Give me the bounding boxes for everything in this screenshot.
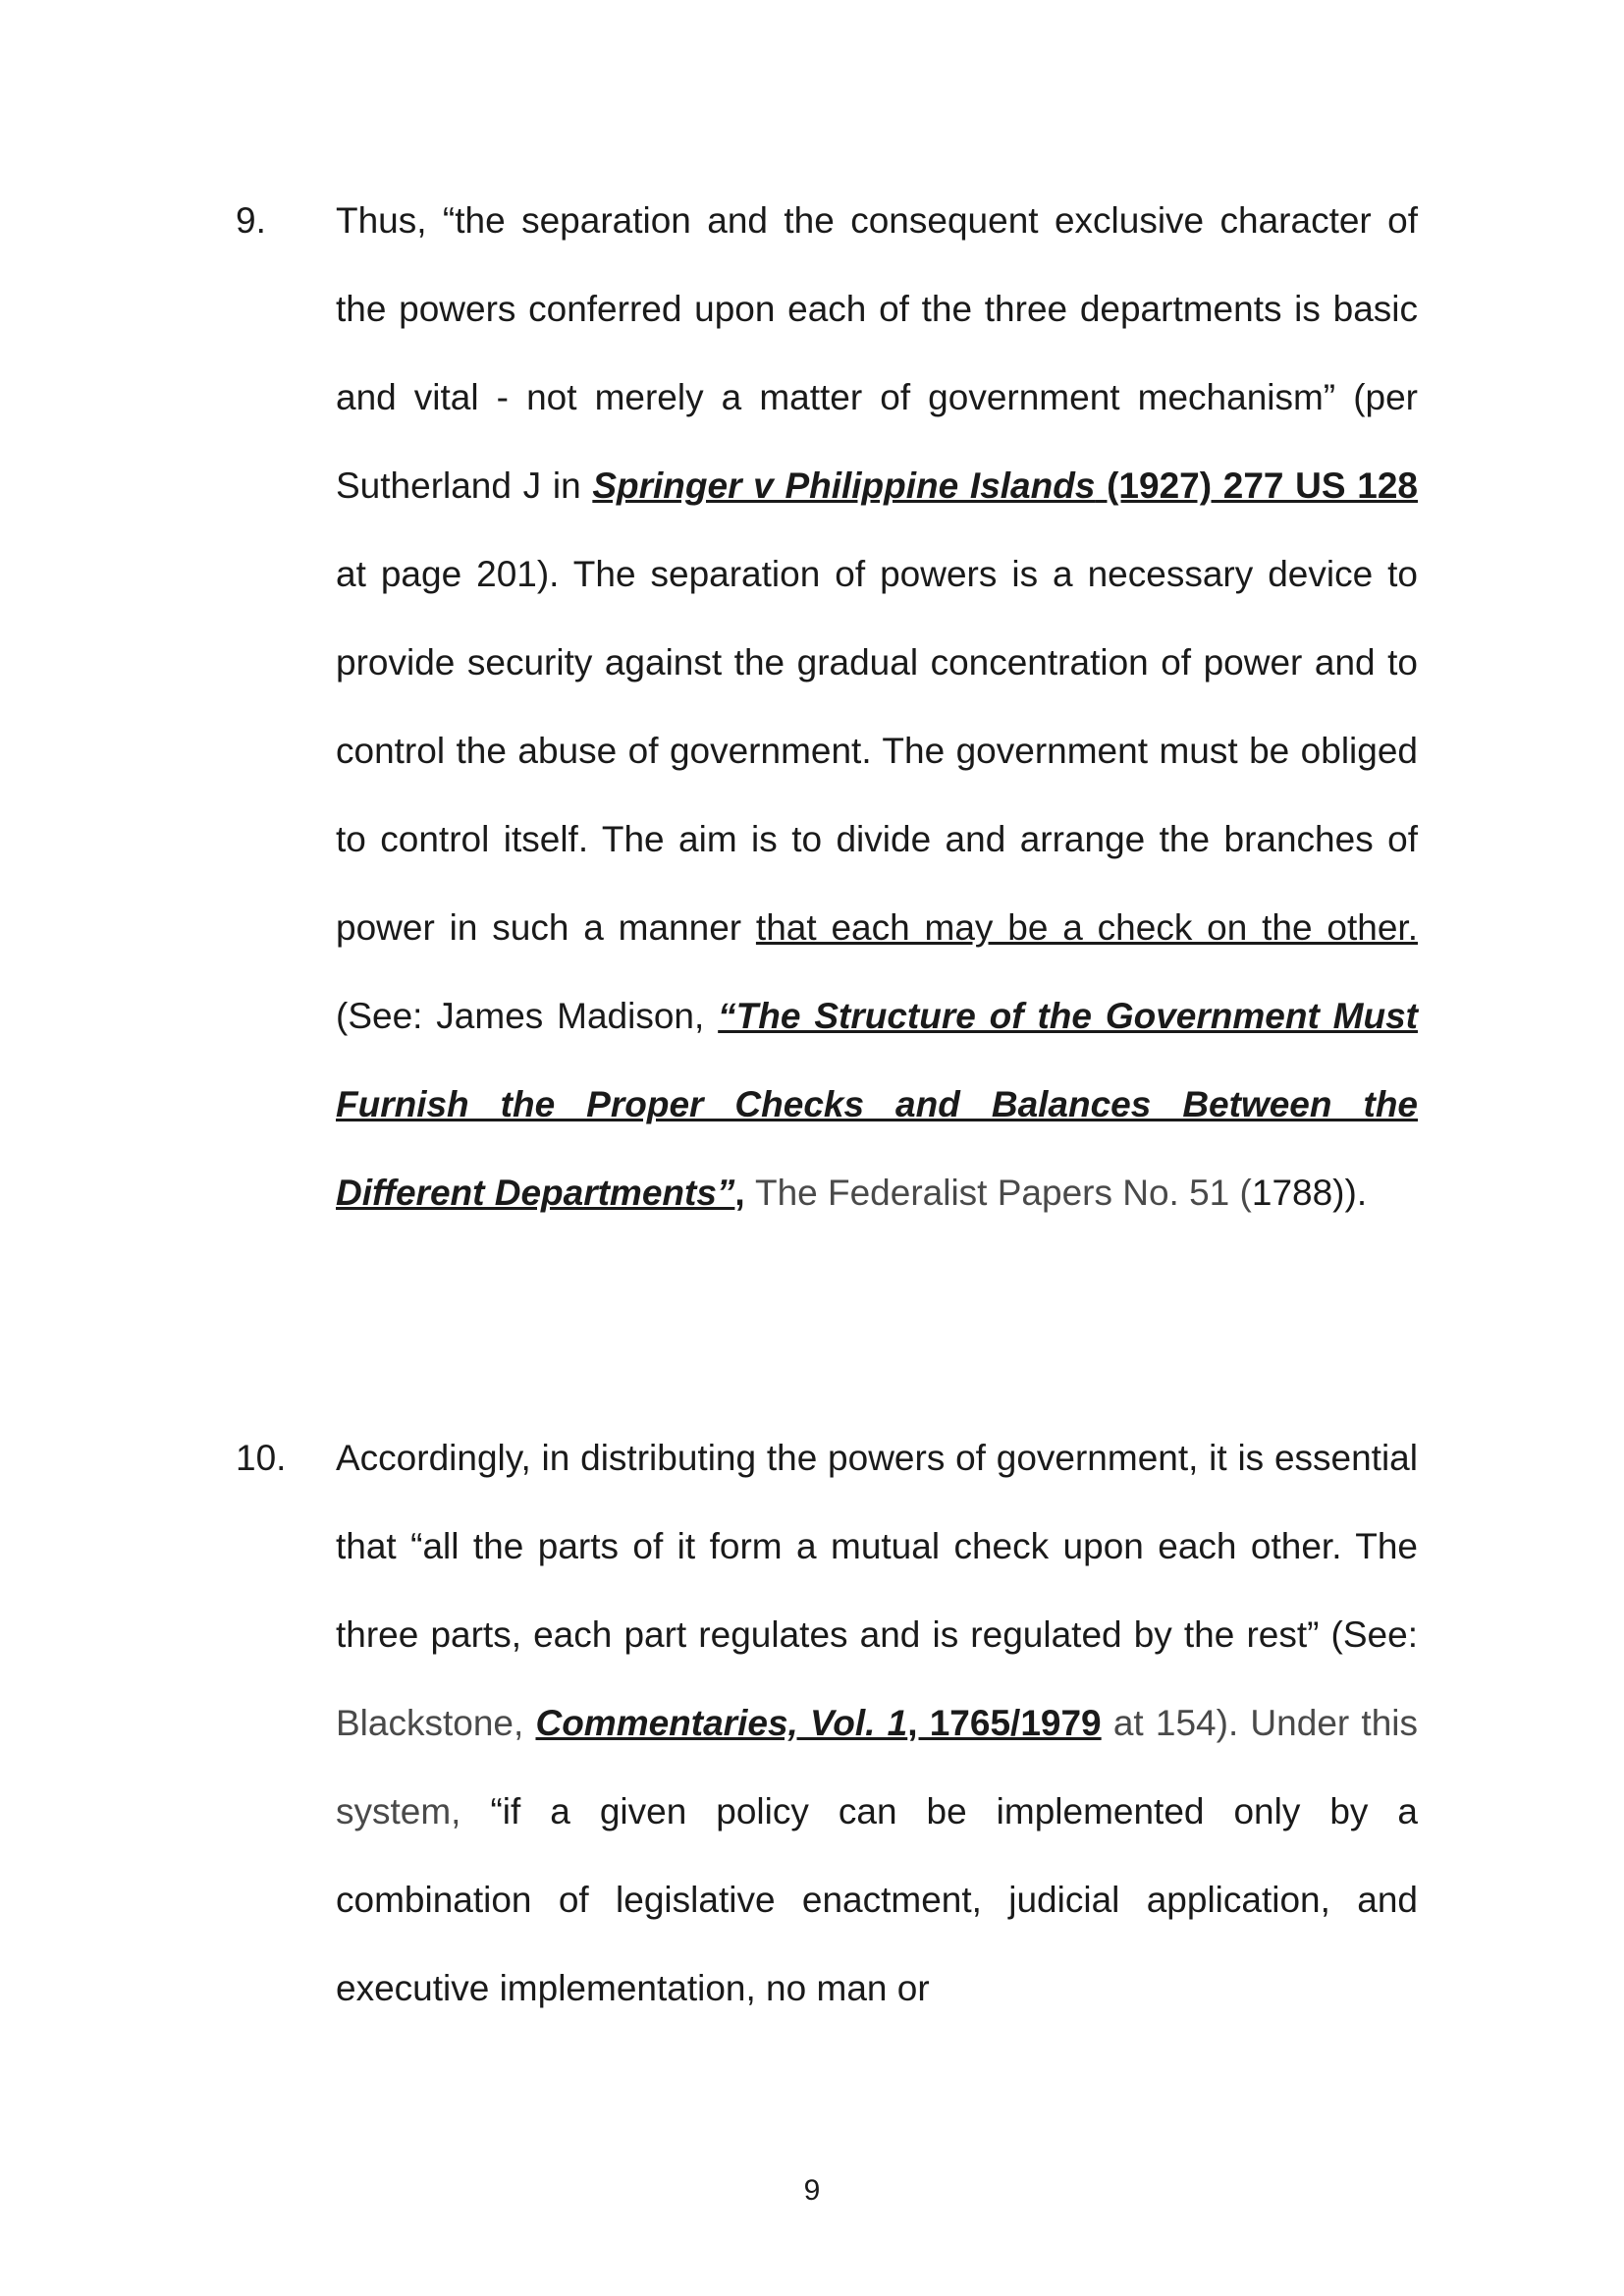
page-number: 9 <box>803 2174 821 2207</box>
text-segment: at 154). Under this system, <box>336 1703 1418 1831</box>
text-segment: Thus, “the separation and the consequent exclusive character of the powers conferred upon each of the three departments is basic and vital - not merely a matter of government mechanism” (per Sutherland J in <box>336 200 1418 506</box>
text-segment: 1788)). <box>1251 1173 1368 1213</box>
author-name: Blackstone, <box>336 1703 536 1743</box>
paragraph-number: 9. <box>236 200 266 241</box>
text-segment: (See: James Madison, <box>336 996 719 1036</box>
paragraph-body <box>336 177 1418 1237</box>
text-segment: Accordingly, in distributing the powers of government, it is essential that “all the parts of it form a mutual check upon each other. The three parts, each part regulates and is regulated by the rest” (See: <box>336 1438 1418 1655</box>
work-title: Commentaries, Vol. 1 <box>535 1703 908 1743</box>
text-segment: at page 201). The separation of powers is a necessary device to provide security against the gradual concentration of power and to control the abuse of government. The government must be obliged to control itself. The aim is to divide and arrange the branches of power in such a manner <box>336 554 1418 948</box>
case-citation: (1927) 277 US 128 <box>1095 465 1418 506</box>
paragraph-number: 10. <box>236 1438 287 1478</box>
essay-title: “The Structure of the Government Must Furnish the Proper Checks and Balances Between the Different Departments” <box>336 996 1418 1213</box>
work-citation: , 1765/1979 <box>907 1703 1102 1743</box>
case-name-springer: Springer v Philippine Islands <box>592 465 1096 506</box>
text-segment: “if a given policy can be implemented only by a combination of legislative enactment, judicial application, and executive implementation, no man or <box>336 1791 1418 2008</box>
paragraph-body <box>336 1414 1418 2033</box>
underlined-phrase: that each may be a check on the other. <box>755 907 1418 948</box>
text-segment: , <box>734 1173 755 1213</box>
publication-name: The Federalist Papers No. 51 ( <box>754 1173 1252 1213</box>
